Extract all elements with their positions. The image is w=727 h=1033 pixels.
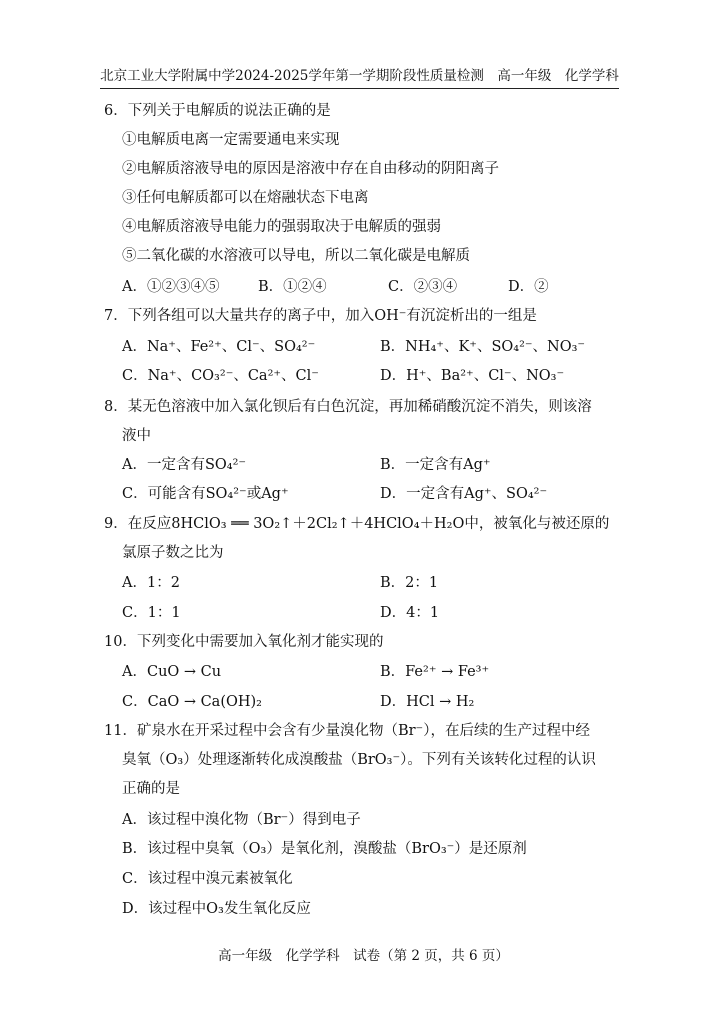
q10-option-c: C．CaO → Ca(OH)₂ <box>122 694 262 710</box>
page-header: 北京工业大学附属中学2024-2025学年第一学期阶段性质量检测 高一年级 化学学科 <box>100 64 619 89</box>
q9-stem-2: 氯原子数之比为 <box>122 545 224 561</box>
q11-stem-2: 臭氧（O₃）处理逐渐转化成溴酸盐（BrO₃⁻）。下列有关该转化过程的认识 <box>122 752 596 768</box>
q11-option-b: B．该过程中臭氧（O₃）是氧化剂，溴酸盐（BrO₃⁻）是还原剂 <box>122 841 527 857</box>
q7-option-b: B．NH₄⁺、K⁺、SO₄²⁻、NO₃⁻ <box>380 339 586 355</box>
q11-option-d: D．该过程中O₃发生氧化反应 <box>122 901 311 917</box>
q11-option-a: A．该过程中溴化物（Br⁻）得到电子 <box>122 812 361 828</box>
q6-option-d: D．② <box>508 279 549 295</box>
q10-stem: 10．下列变化中需要加入氧化剂才能实现的 <box>104 634 384 650</box>
q11-option-c: C．该过程中溴元素被氧化 <box>122 871 293 887</box>
q10-option-d: D．HCl → H₂ <box>380 694 475 710</box>
q9-option-d: D．4：1 <box>380 605 440 621</box>
q6-stem: 6．下列关于电解质的说法正确的是 <box>104 103 331 119</box>
q6-item-1: ①电解质电离一定需要通电来实现 <box>122 132 340 148</box>
q10-option-a: A．CuO → Cu <box>122 664 222 680</box>
q6-item-3: ③任何电解质都可以在熔融状态下电离 <box>122 190 369 206</box>
q8-stem-2: 液中 <box>122 428 151 444</box>
q7-option-d: D．H⁺、Ba²⁺、Cl⁻、NO₃⁻ <box>380 368 565 384</box>
q7-option-c: C．Na⁺、CO₃²⁻、Ca²⁺、Cl⁻ <box>122 368 319 384</box>
q9-option-c: C．1：1 <box>122 605 181 621</box>
q7-stem: 7．下列各组可以大量共存的离子中，加入OH⁻有沉淀析出的一组是 <box>104 308 537 324</box>
q11-stem-3: 正确的是 <box>122 781 180 797</box>
q8-option-d: D．一定含有Ag⁺、SO₄²⁻ <box>380 486 548 502</box>
q6-item-2: ②电解质溶液导电的原因是溶液中存在自由移动的阴阳离子 <box>122 161 499 177</box>
page-footer: 高一年级 化学学科 试卷（第 2 页，共 6 页） <box>218 948 509 964</box>
q11-stem-1: 11．矿泉水在开采过程中会含有少量溴化物（Br⁻），在后续的生产过程中经 <box>104 723 590 739</box>
q6-item-5: ⑤二氧化碳的水溶液可以导电，所以二氧化碳是电解质 <box>122 248 470 264</box>
q7-option-a: A．Na⁺、Fe²⁺、Cl⁻、SO₄²⁻ <box>122 339 316 355</box>
q6-option-b: B．①②④ <box>258 279 327 295</box>
q6-item-4: ④电解质溶液导电能力的强弱取决于电解质的强弱 <box>122 219 441 235</box>
q10-option-b: B．Fe²⁺ → Fe³⁺ <box>380 664 490 680</box>
q8-option-c: C．可能含有SO₄²⁻或Ag⁺ <box>122 486 289 502</box>
q6-option-c: C．②③④ <box>388 279 458 295</box>
q9-stem-1: 9．在反应8HClO₃ ══ 3O₂↑＋2Cl₂↑＋4HClO₄＋H₂O中，被氧化与被还原的 <box>104 516 610 532</box>
q6-option-a: A．①②③④⑤ <box>122 279 220 295</box>
q9-option-b: B．2：1 <box>380 575 439 591</box>
q8-option-a: A．一定含有SO₄²⁻ <box>122 457 247 473</box>
q8-stem-1: 8．某无色溶液中加入氯化钡后有白色沉淀，再加稀硝酸沉淀不消失，则该溶 <box>104 399 592 415</box>
q8-option-b: B．一定含有Ag⁺ <box>380 457 491 473</box>
q9-option-a: A．1：2 <box>122 575 180 591</box>
